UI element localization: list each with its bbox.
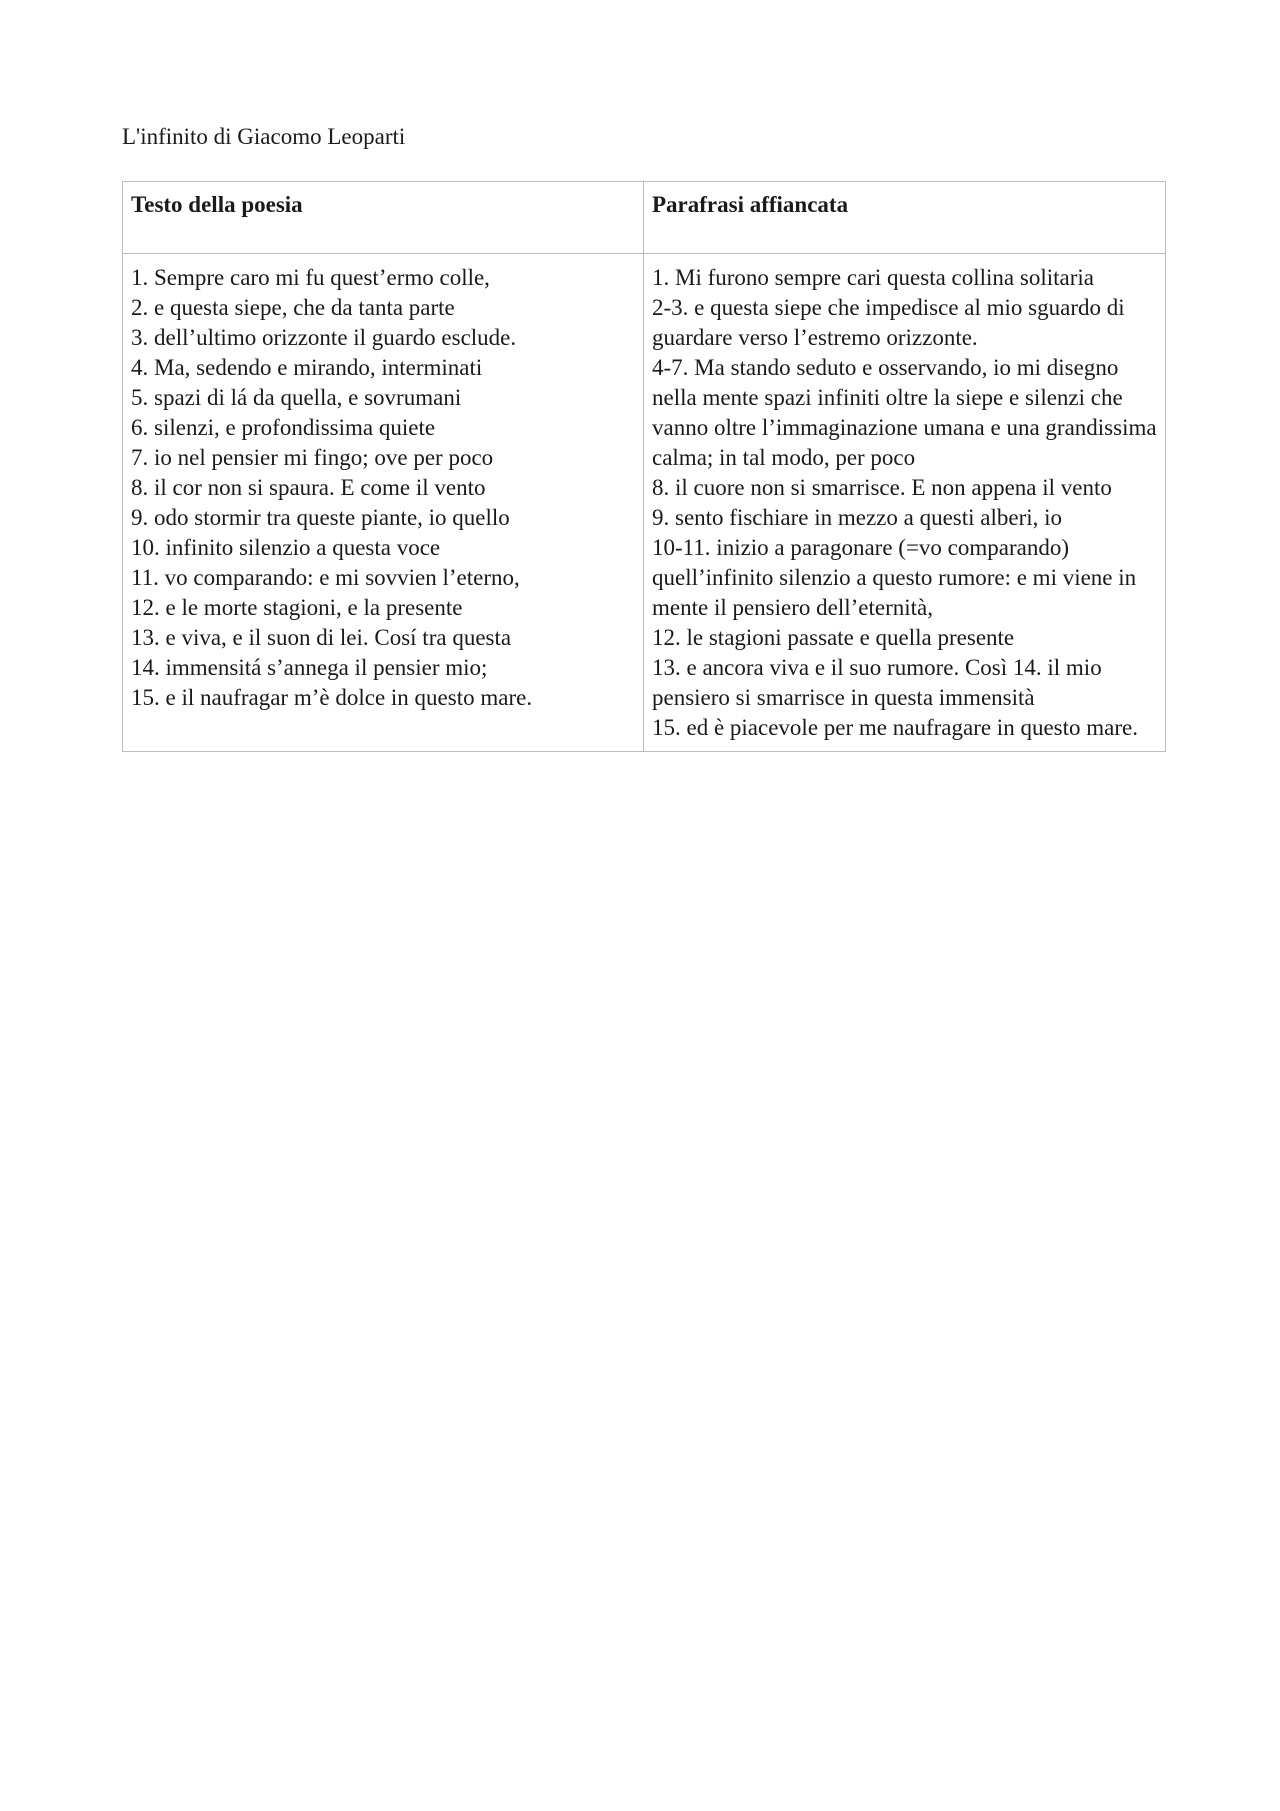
paraphrase-line: 13. e ancora viva e il suo rumore. Così 14. il mio pensiero si smarrisce in questa immensità <box>652 655 1102 710</box>
paraphrase-line: 12. le stagioni passate e quella presente <box>652 625 1015 650</box>
poem-line: 3. dell’ultimo orizzonte il guardo esclude. <box>131 325 517 350</box>
paraphrase-line: 8. il cuore non si smarrisce. E non appena il vento <box>652 475 1112 500</box>
table-header-row <box>123 182 1166 254</box>
paraphrase-cell <box>644 254 1166 752</box>
poem-line: 7. io nel pensier mi fingo; ove per poco <box>131 445 494 470</box>
table-body-row <box>123 254 1166 752</box>
poem-line: 1. Sempre caro mi fu quest’ermo colle, <box>131 265 490 290</box>
document-title: L'infinito di Giacomo Leoparti <box>122 124 406 149</box>
poem-paraphrase-table <box>122 181 1166 752</box>
poem-line: 5. spazi di lá da quella, e sovrumani <box>131 385 462 410</box>
poem-line: 8. il cor non si spaura. E come il vento <box>131 475 486 500</box>
poem-line: 9. odo stormir tra queste piante, io quello <box>131 505 510 530</box>
poem-line: 2. e questa siepe, che da tanta parte <box>131 295 455 320</box>
poem-line: 10. infinito silenzio a questa voce <box>131 535 441 560</box>
poem-line: 11. vo comparando: e mi sovvien l’eterno, <box>131 565 520 590</box>
paraphrase-line: 4-7. Ma stando seduto e osservando, io mi disegno nella mente spazi infiniti oltre la siepe e silenzi che vanno oltre l’immaginazione umana e una grandissima calma; in tal modo, per poco <box>652 355 1157 470</box>
paraphrase-line: 9. sento fischiare in mezzo a questi alberi, io <box>652 505 1063 530</box>
poem-text-cell <box>123 254 644 752</box>
header-poem-text: Testo della poesia <box>123 182 644 254</box>
paraphrase-line: 1. Mi furono sempre cari questa collina solitaria <box>652 265 1094 290</box>
poem-line: 13. e viva, e il suon di lei. Cosí tra questa <box>131 625 512 650</box>
poem-line: 12. e le morte stagioni, e la presente <box>131 595 463 620</box>
poem-line: 6. silenzi, e profondissima quiete <box>131 415 436 440</box>
header-paraphrase: Parafrasi affiancata <box>644 182 1166 254</box>
paraphrase-line: 15. ed è piacevole per me naufragare in questo mare. <box>652 715 1138 740</box>
paraphrase-line: 10-11. inizio a paragonare (=vo comparando) quell’infinito silenzio a questo rumore: e mi viene in mente il pensiero dell’eternità, <box>652 535 1137 620</box>
poem-line: 15. e il naufragar m’è dolce in questo mare. <box>131 685 533 710</box>
paraphrase-line: 2-3. e questa siepe che impedisce al mio sguardo di guardare verso l’estremo orizzonte. <box>652 295 1125 350</box>
poem-line: 4. Ma, sedendo e mirando, interminati <box>131 355 483 380</box>
poem-line: 14. immensitá s’annega il pensier mio; <box>131 655 488 680</box>
